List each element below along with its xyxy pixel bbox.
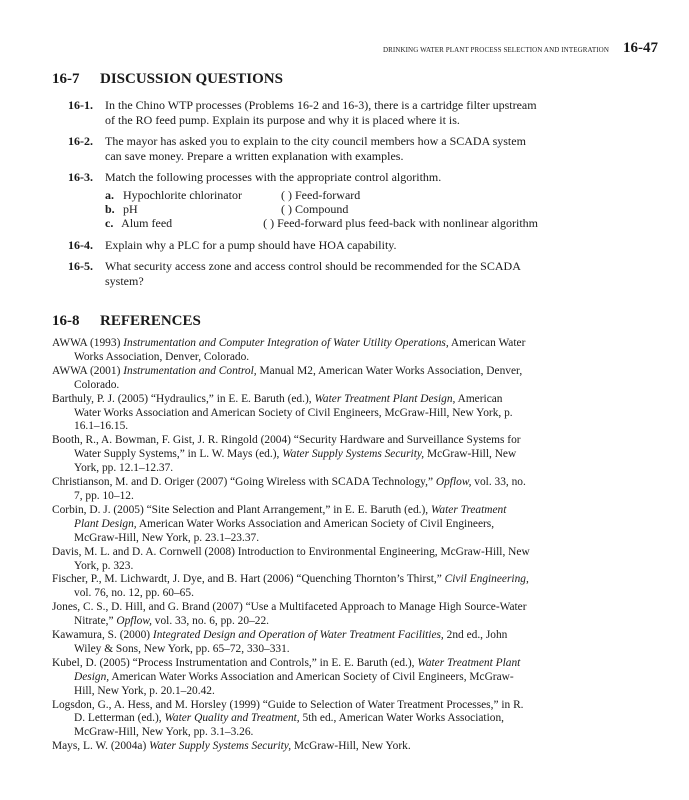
reference-title-italic: Instrumentation and Computer Integration of Water Utility Operations, bbox=[123, 337, 449, 349]
question-text: The mayor has asked you to explain to the city council members how a SCADA system can save money. Prepare a written explanation with examples. bbox=[105, 134, 526, 163]
reference-text: Jones, C. S., D. Hill, and G. Brand (2007) “Use a Multifaceted Approach to Manage High Source-Water Nitrate,” bbox=[52, 601, 527, 628]
reference-text: American Water Works Association, Denver, Colorado. bbox=[74, 337, 526, 363]
reference-title-italic: Opflow, bbox=[435, 476, 472, 489]
match-table bbox=[105, 188, 538, 230]
question-text: Match the following processes with the appropriate control algorithm. bbox=[105, 170, 442, 184]
match-process: pH bbox=[123, 202, 138, 216]
reference-text: American Water Works Association and American Society of Civil Engineers, McGraw-Hill, New York, p. 20.1–20.42. bbox=[74, 670, 514, 697]
discussion-questions bbox=[68, 98, 538, 295]
reference-text: Barthuly, P. J. (2005) “Hydraulics,” in E. E. Baruth (ed.), bbox=[52, 392, 315, 405]
page-number: 16-47 bbox=[623, 40, 658, 56]
question-item bbox=[68, 98, 538, 128]
question-item bbox=[68, 170, 538, 185]
reference-text: American Water Works Association and American Society of Civil Engineers, McGraw-Hill, New York, p. 23.1–23.37. bbox=[74, 517, 495, 544]
question-number: 16-3. bbox=[68, 170, 93, 184]
reference-title-italic: Opflow, bbox=[116, 615, 152, 628]
reference-entry bbox=[52, 546, 532, 574]
question-item bbox=[68, 238, 538, 253]
reference-text: 5th ed., American Water Works Association, McGraw-Hill, New York, pp. 3.1–3.26. bbox=[74, 712, 504, 739]
question-number: 16-1. bbox=[68, 98, 93, 112]
section-number: 16-7 bbox=[52, 71, 80, 87]
match-letter: b. bbox=[105, 202, 115, 216]
match-algorithm: ( ) Feed-forward bbox=[281, 188, 361, 202]
match-row bbox=[105, 202, 538, 216]
reference-title-italic: Integrated Design and Operation of Water Treatment Facilities, bbox=[152, 629, 444, 642]
question-number: 16-5. bbox=[68, 259, 93, 273]
match-row bbox=[105, 188, 538, 202]
reference-entry bbox=[52, 365, 532, 393]
question-number: 16-2. bbox=[68, 134, 93, 148]
match-letter: a. bbox=[105, 188, 114, 202]
reference-text: vol. 33, no. 6, pp. 20–22. bbox=[151, 615, 270, 628]
section-title: DISCUSSION QUESTIONS bbox=[100, 71, 283, 87]
reference-entry bbox=[52, 601, 532, 629]
reference-text: vol. 76, no. 12, pp. 60–65. bbox=[74, 587, 194, 600]
reference-text: Kubel, D. (2005) “Process Instrumentation and Controls,” in E. E. Baruth (ed.), bbox=[52, 656, 418, 669]
discussion-heading bbox=[52, 71, 283, 88]
reference-entry bbox=[52, 393, 532, 435]
running-header bbox=[383, 40, 658, 57]
reference-list bbox=[52, 337, 532, 754]
match-process: Hypochlorite chlorinator bbox=[123, 188, 242, 202]
running-title: DRINKING WATER PLANT PROCESS SELECTION AND INTEGRATION bbox=[382, 46, 609, 54]
reference-title-italic: Water Treatment Plant Design, bbox=[314, 392, 456, 405]
reference-entry bbox=[52, 504, 532, 546]
reference-title-italic: Water Treatment Plant Design, bbox=[74, 503, 507, 530]
reference-title-italic: Civil Engineering, bbox=[444, 573, 529, 586]
reference-entry bbox=[52, 740, 532, 754]
references-heading bbox=[52, 313, 201, 330]
reference-title-italic: Water Treatment Plant Design, bbox=[74, 656, 521, 683]
reference-entry bbox=[52, 476, 532, 504]
reference-text: Corbin, D. J. (2005) “Site Selection and Plant Arrangement,” in E. E. Baruth (ed.), bbox=[52, 503, 431, 516]
reference-entry bbox=[52, 699, 532, 741]
reference-title-italic: Water Supply Systems Security, bbox=[282, 448, 425, 461]
reference-text: Kawamura, S. (2000) bbox=[52, 629, 153, 642]
section-number: 16-8 bbox=[52, 313, 80, 329]
reference-text: Mays, L. W. (2004a) bbox=[52, 740, 150, 753]
reference-text: McGraw-Hill, New York. bbox=[291, 740, 411, 753]
question-item bbox=[68, 134, 538, 164]
match-algorithm: ( ) Compound bbox=[281, 202, 349, 216]
reference-text: vol. 33, no. 7, pp. 10–12. bbox=[74, 476, 526, 502]
question-text: In the Chino WTP processes (Problems 16-2 and 16-3), there is a cartridge filter upstream of the RO feed pump. Explain its purpose and why it is placed where it is. bbox=[105, 98, 537, 127]
reference-text: AWWA (2001) bbox=[52, 364, 124, 377]
section-title: REFERENCES bbox=[100, 313, 201, 329]
reference-title-italic: Instrumentation and Control, bbox=[123, 364, 257, 377]
reference-text: Booth, R., A. Bowman, F. Gist, J. R. Ringold (2004) “Security Hardware and Surveillance Systems for Water Supply Systems,” in L. W. Mays (ed.), bbox=[52, 434, 521, 461]
reference-entry bbox=[52, 573, 532, 601]
reference-text: Manual M2, American Water Works Association, Denver, Colorado. bbox=[74, 364, 523, 391]
reference-text: Fischer, P., M. Lichwardt, J. Dye, and B. Hart (2006) “Quenching Thornton’s Thirst,” bbox=[52, 573, 445, 586]
question-text: Explain why a PLC for a pump should have HOA capability. bbox=[105, 238, 397, 252]
reference-text: McGraw-Hill, New York, pp. 12.1–12.37. bbox=[74, 448, 517, 475]
match-letter: c. bbox=[105, 216, 114, 230]
reference-text: Davis, M. L. and D. A. Cornwell (2008) Introduction to Environmental Engineering, McGraw-Hill, New York, p. 323. bbox=[52, 545, 530, 572]
reference-title-italic: Water Supply Systems Security, bbox=[149, 740, 292, 753]
question-text: What security access zone and access control should be recommended for the SCADA system? bbox=[105, 259, 521, 288]
reference-text: Logsdon, G., A. Hess, and M. Horsley (1999) “Guide to Selection of Water Treatment Processes,” in R. D. Letterman (ed.), bbox=[52, 698, 524, 725]
match-algorithm: ( ) Feed-forward plus feed-back with nonlinear algorithm bbox=[263, 216, 538, 230]
match-row bbox=[105, 216, 538, 230]
match-process: Alum feed bbox=[121, 216, 173, 230]
reference-title-italic: Water Quality and Treatment, bbox=[164, 712, 300, 725]
question-item bbox=[68, 259, 538, 289]
reference-text: 2nd ed., John Wiley & Sons, New York, pp. 65–72, 330–331. bbox=[74, 629, 508, 655]
reference-entry bbox=[52, 629, 532, 657]
reference-text: American Water Works Association and American Society of Civil Engineers, McGraw-Hill, New York, p. 16.1–16.15. bbox=[74, 392, 513, 433]
reference-entry bbox=[52, 434, 532, 476]
reference-entry bbox=[52, 657, 532, 699]
reference-entry bbox=[52, 337, 532, 365]
reference-text: AWWA (1993) bbox=[52, 337, 124, 349]
question-number: 16-4. bbox=[68, 238, 93, 252]
reference-text: Christianson, M. and D. Origer (2007) “Going Wireless with SCADA Technology,” bbox=[52, 476, 436, 489]
